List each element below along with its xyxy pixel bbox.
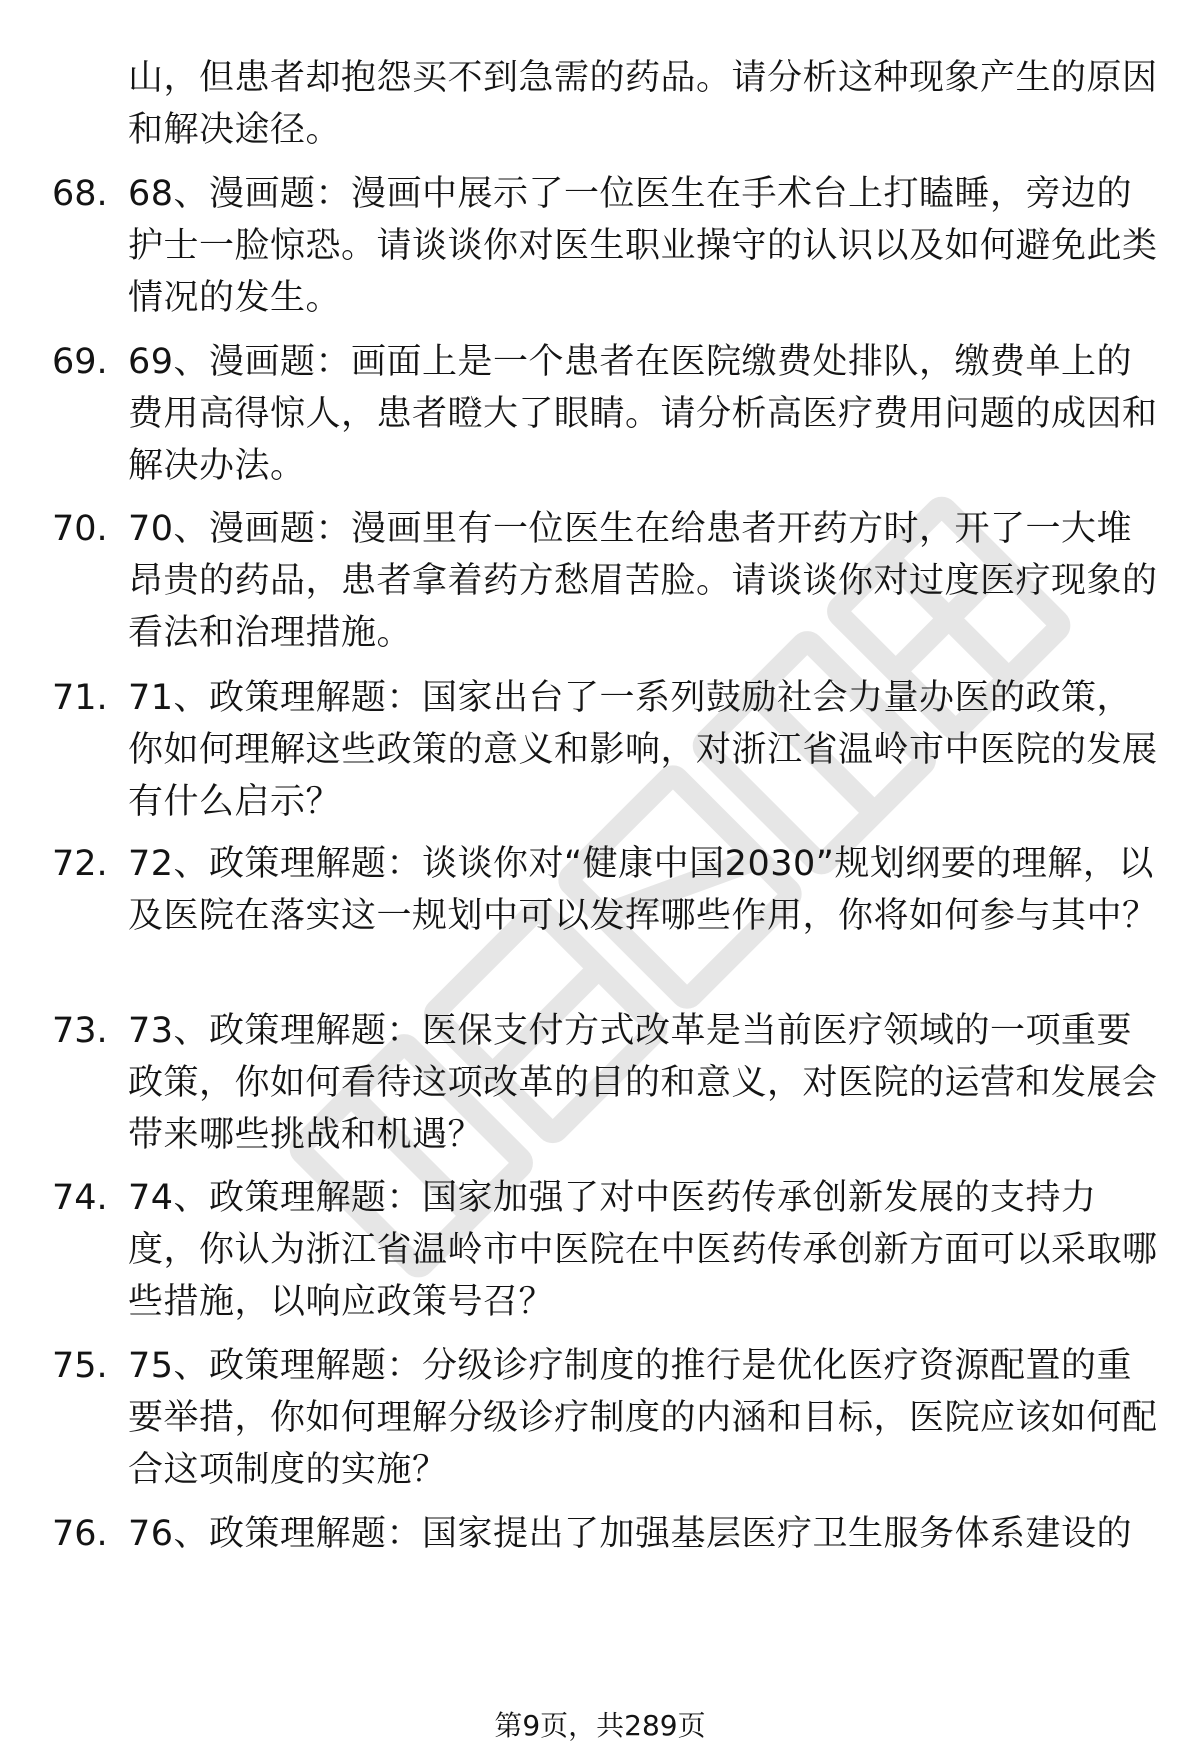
question-number: 73.: [52, 1011, 108, 1051]
question-text: 76、政策理解题：国家提出了加强基层医疗卫生服务体系建设的: [128, 1514, 1133, 1554]
question-number: 72.: [52, 844, 108, 884]
question-text: 75、政策理解题：分级诊疗制度的推行是优化医疗资源配置的重要举措，你如何理解分级诊疗制度的内涵和目标，医院应该如何配合这项制度的实施？: [128, 1346, 1158, 1490]
question-number: 69.: [52, 342, 108, 382]
question-text: 74、政策理解题：国家加强了对中医药传承创新发展的支持力度，你认为浙江省温岭市中医院在中医药传承创新方面可以采取哪些措施，以响应政策号召？: [128, 1178, 1158, 1322]
question-number: 70.: [52, 509, 108, 549]
question-text: 69、漫画题：画面上是一个患者在医院缴费处排队，缴费单上的费用高得惊人，患者瞪大了眼睛。请分析高医疗费用问题的成因和解决办法。: [128, 342, 1158, 486]
question-number: 76.: [52, 1514, 108, 1554]
question-number: 71.: [52, 678, 108, 718]
question-number: 68.: [52, 174, 108, 214]
page-footer: 第9页，共289页: [494, 1709, 706, 1742]
question-text: 72、政策理解题：谈谈你对“健康中国2030”规划纲要的理解，以及医院在落实这一规划中可以发挥哪些作用，你将如何参与其中？: [128, 844, 1158, 936]
question-text: 73、政策理解题：医保支付方式改革是当前医疗领域的一项重要政策，你如何看待这项改革的目的和意义，对医院的运营和发展会带来哪些挑战和机遇？: [128, 1011, 1158, 1155]
question-number: 74.: [52, 1178, 108, 1218]
continuation-paragraph: 山，但患者却抱怨买不到急需的药品。请分析这种现象产生的原因和解决途径。: [128, 58, 1158, 150]
question-text: 70、漫画题：漫画里有一位医生在给患者开药方时，开了一大堆昂贵的药品，患者拿着药方愁眉苦脸。请谈谈你对过度医疗现象的看法和治理措施。: [128, 509, 1158, 653]
question-text: 68、漫画题：漫画中展示了一位医生在手术台上打瞌睡，旁边的护士一脸惊恐。请谈谈你对医生职业操守的认识以及如何避免此类情况的发生。: [128, 174, 1158, 318]
question-number: 75.: [52, 1346, 108, 1386]
question-text: 71、政策理解题：国家出台了一系列鼓励社会力量办医的政策，你如何理解这些政策的意义和影响，对浙江省温岭市中医院的发展有什么启示？: [128, 678, 1158, 822]
